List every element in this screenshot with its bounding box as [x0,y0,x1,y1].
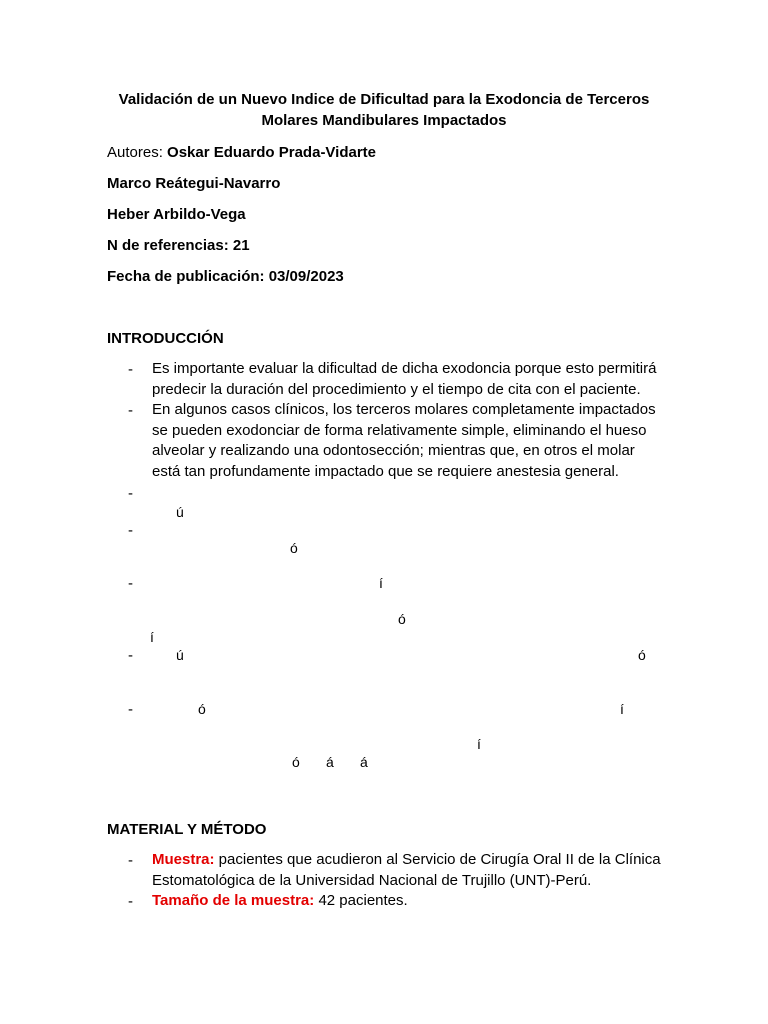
publication-date: Fecha de publicación: 03/09/2023 [107,268,344,285]
residual-glyph: ú [176,504,184,520]
residual-glyph: á [360,754,368,770]
residual-glyph: ú [176,647,184,663]
methods-item-sample-size [152,891,664,912]
residual-glyph: ó [398,611,406,627]
authors-line [107,143,376,163]
bullet-dash: - [128,701,133,718]
methods-item-label: Tamaño de la muestra: [152,892,315,909]
authors-label: Autores: [107,144,163,161]
residual-glyph: í [379,575,383,591]
residual-glyph: í [477,736,481,752]
bullet-dash: - [128,575,133,592]
document-title: Validación de un Nuevo Indice de Dificultad para la Exodoncia de Terceros Molares Mandibulares Impactados [118,91,650,129]
residual-glyph: ó [198,701,206,717]
bullet-dash: - [128,522,133,539]
methods-item-text: pacientes que acudieron al Servicio de Cirugía Oral II de la Clínica Estomatológica de la Universidad Nacional de Trujillo (UNT)-Perú. [152,851,661,889]
residual-glyph: á [326,754,334,770]
author-3: Heber Arbildo-Vega [107,206,246,223]
methods-item-sample [152,850,664,891]
bullet-dash: - [128,893,133,910]
residual-glyph: ó [638,647,646,663]
bullet-dash: - [128,485,133,502]
references-count: N de referencias: 21 [107,237,250,254]
methods-item-text: 42 pacientes. [314,892,408,909]
intro-bullet-2: En algunos casos clínicos, los terceros molares completamente impactados se pueden exodonciar de forma relativamente simple, eliminando el hueso alveolar y realizando una odontosección; mientras que, en otros el molar está tan profundamente impactado que se requiere anestesia general. [152,401,656,480]
residual-glyph: ó [290,540,298,556]
bullet-dash: - [128,647,133,664]
methods-item-label: Muestra: [152,851,215,868]
intro-bullet-1: Es importante evaluar la dificultad de dicha exodoncia porque esto permitirá predecir la duración del procedimiento y el tiempo de cita con el paciente. [152,360,657,398]
residual-glyph: í [620,701,624,717]
bullet-dash: - [128,852,133,869]
methods-heading: MATERIAL Y MÉTODO [107,821,267,838]
residual-glyph: í [150,629,154,645]
author-2: Marco Reátegui-Navarro [107,175,281,192]
author-1: Oskar Eduardo Prada-Vidarte [167,144,377,161]
bullet-dash: - [128,402,133,419]
residual-glyph: ó [292,754,300,770]
bullet-dash: - [128,361,133,378]
introduction-heading: INTRODUCCIÓN [107,330,224,347]
